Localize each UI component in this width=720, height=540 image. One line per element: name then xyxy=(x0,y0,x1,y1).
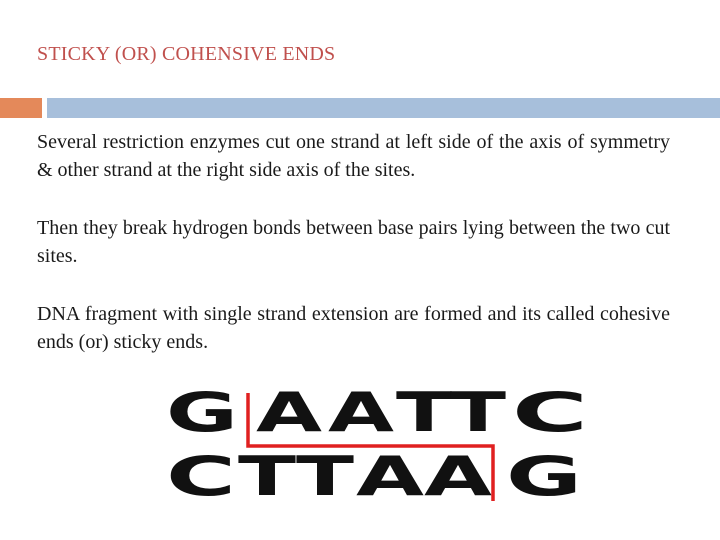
bottom-base-6: G xyxy=(506,445,582,508)
top-base-3: A xyxy=(328,383,395,444)
bottom-base-4: A xyxy=(356,445,425,508)
sticky-ends-svg xyxy=(160,383,600,513)
bottom-base-1: C xyxy=(166,445,236,508)
bottom-base-5: A xyxy=(424,445,493,508)
paragraph-sticky-ends: DNA fragment with single strand extension are formed and its called cohesive ends (or) sticky ends. xyxy=(37,303,670,353)
top-base-4: T xyxy=(396,383,453,444)
slide-title: STICKY (OR) COHENSIVE ENDS xyxy=(37,43,336,65)
top-base-2: A xyxy=(256,383,323,444)
bottom-strand xyxy=(166,445,582,508)
accent-bar-right xyxy=(47,98,720,118)
top-base-5: T xyxy=(450,383,507,444)
bottom-base-2: T xyxy=(238,445,297,508)
top-base-1: G xyxy=(166,383,238,444)
sticky-ends-diagram xyxy=(160,383,600,513)
bottom-base-3: T xyxy=(296,445,355,508)
accent-bar-left xyxy=(0,98,42,118)
top-base-6: C xyxy=(512,383,588,444)
top-strand xyxy=(166,383,588,444)
paragraph-restriction-cut: Several restriction enzymes cut one strand at left side of the axis of symmetry & other strand at the right side axis of the sites. xyxy=(37,131,670,181)
paragraph-hydrogen-bonds: Then they break hydrogen bonds between base pairs lying between the two cut sites. xyxy=(37,217,670,267)
